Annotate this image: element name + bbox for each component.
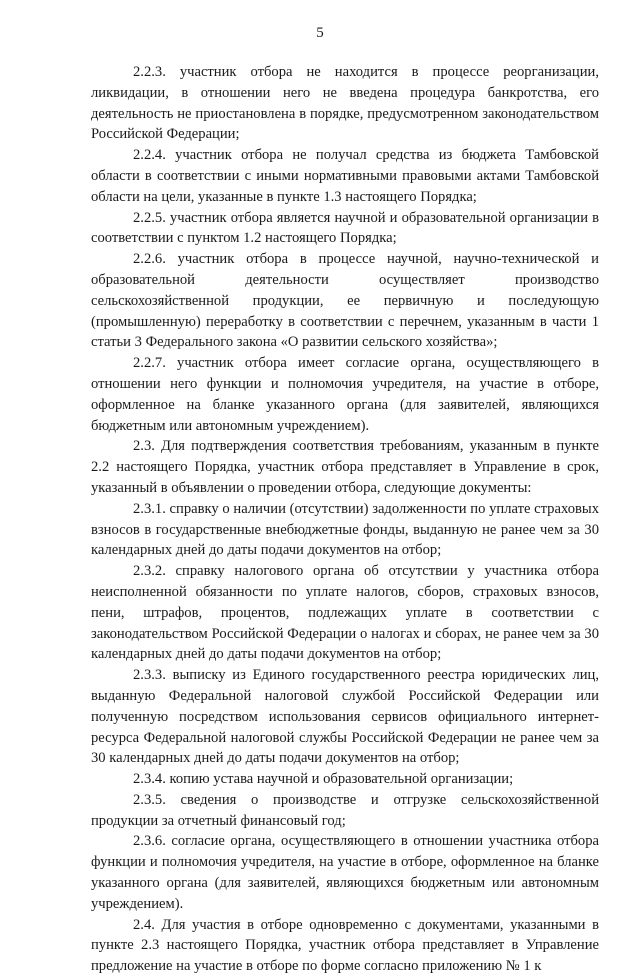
document-body xyxy=(91,62,599,977)
paragraph-2-3-4: 2.3.4. копию устава научной и образовательной организации; xyxy=(133,771,514,788)
paragraph-2-2-5: 2.2.5. участник отбора является научной и образовательной организации в соответствии с пунктом 1.2 настоящего Порядка; xyxy=(91,209,599,247)
paragraph-2-3-2: 2.3.2. справку налогового органа об отсутствии у участника отбора неисполненной обязанности по уплате налогов, сборов, страховых взносов, пени, штрафов, процентов, подлежащих уплате в соответствии с законодательством Российской Федерации о налогах и сборах, не ранее чем за 30 календарных дней до даты подачи документов на отбор; xyxy=(91,563,599,663)
page-number: 5 xyxy=(316,25,324,41)
paragraph-2-3-1: 2.3.1. справку о наличии (отсутствии) задолженности по уплате страховых взносов в государственные внебюджетные фонды, выданную не ранее чем за 30 календарных дней до даты подачи документов на отбор; xyxy=(91,500,599,559)
paragraph-2-4: 2.4. Для участия в отборе одновременно с документами, указанными в пункте 2.3 настоящего Порядка, участник отбора представляет в Управление предложение на участие в отборе по форме согласно приложению № 1 к xyxy=(91,916,599,975)
paragraph-2-3-5: 2.3.5. сведения о производстве и отгрузке сельскохозяйственной продукции за отчетный финансовый год; xyxy=(91,791,599,829)
paragraph-2-2-7: 2.2.7. участник отбора имеет согласие органа, осуществляющего в отношении него функции и полномочия учредителя, на участие в отборе, оформленное на бланке указанного органа (для заявителей, являющихся бюджетным или автономным учреждением). xyxy=(91,355,599,434)
paragraph-2-2-4: 2.2.4. участник отбора не получал средства из бюджета Тамбовской области в соответствии с иными нормативными правовыми актами Тамбовской области на цели, указанные в пункте 1.3 настоящего Порядка; xyxy=(91,147,599,205)
paragraph-2-2-3: 2.2.3. участник отбора не находится в процессе реорганизации, ликвидации, в отношении него не введена процедура банкротства, его деятельность не приостановлена в порядке, предусмотренном законодательством Российской Федерации; xyxy=(91,64,599,143)
paragraph-2-3-3: 2.3.3. выписку из Единого государственного реестра юридических лиц, выданную Федеральной налоговой службой Российской Федерации или полученную посредством использования сервисов официального интернет-ресурса Федеральной налоговой службы Российской Федерации не ранее чем за 30 календарных дней до даты подачи документов на отбор; xyxy=(91,667,599,767)
paragraph-2-3-6: 2.3.6. согласие органа, осуществляющего в отношении участника отбора функции и полномочия учредителя, на участие в отборе, оформленное на бланке указанного органа (для заявителей, являющихся бюджетным или автономным учреждением). xyxy=(91,833,599,912)
paragraph-2-2-6: 2.2.6. участник отбора в процессе научной, научно-технической и образовательной деятельности осуществляет производство сельскохозяйственной продукции, ее первичную и последующую (промышленную) переработку в соответствии с перечнем, указанным в части 1 статьи 3 Федерального закона «О развитии сельского хозяйства»; xyxy=(91,251,599,351)
paragraph-2-3: 2.3. Для подтверждения соответствия требованиям, указанным в пункте 2.2 настоящего Порядка, участник отбора представляет в Управление в срок, указанный в объявлении о проведении отбора, следующие документы: xyxy=(91,438,599,496)
